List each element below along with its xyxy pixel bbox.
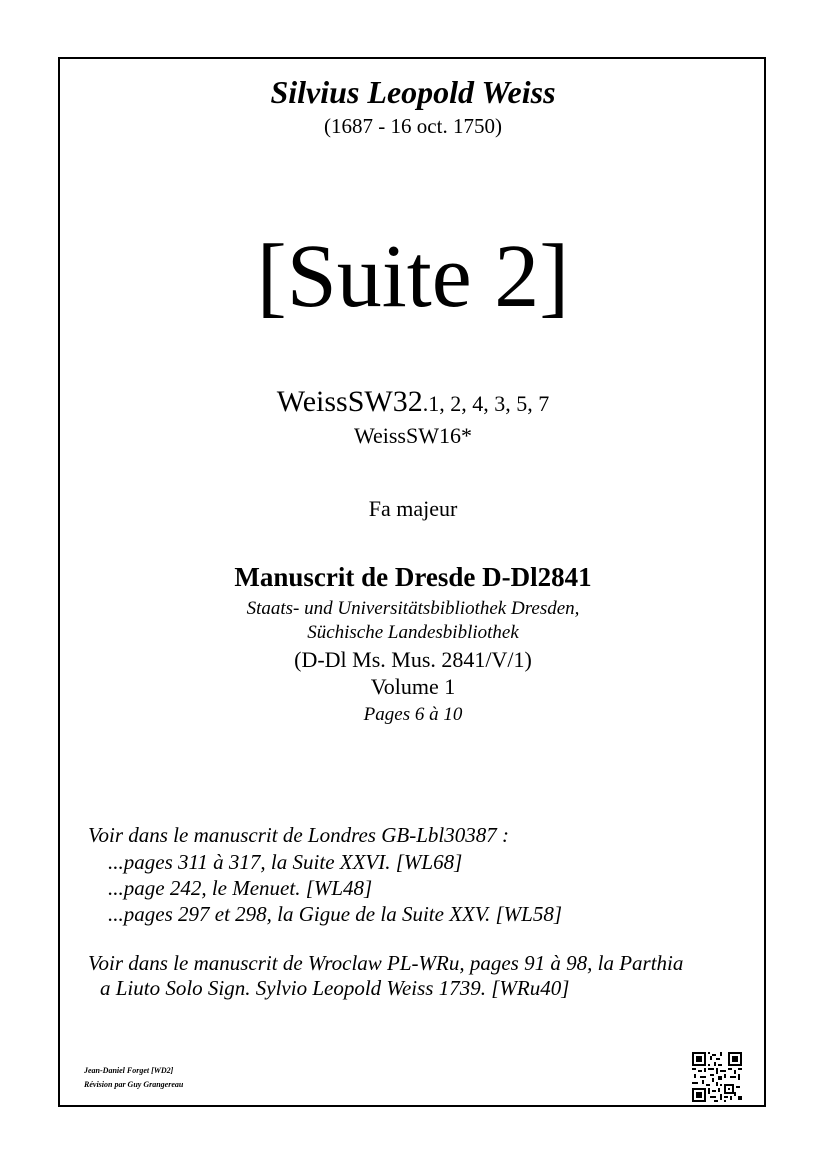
credit-editor: Jean-Daniel Forget [WD2] (84, 1066, 174, 1075)
catalogue-primary (0, 385, 826, 419)
wroclaw-note-line2: a Liuto Solo Sign. Sylvio Leopold Weiss 1739. [WRu40] (100, 976, 570, 1000)
catalogue-number: WeissSW32 (276, 385, 423, 418)
catalogue-secondary: WeissSW16* (353, 423, 472, 448)
manuscript-library-line2: Süchische Landesbibliothek (307, 622, 519, 643)
london-note-intro: Voir dans le manuscrit de Londres GB-Lbl30387 : (88, 823, 509, 847)
manuscript-shelfmark: (D-Dl Ms. Mus. 2841/V/1) (294, 647, 532, 672)
manuscript-library-line1: Staats- und Universitätsbibliothek Dresden, (246, 598, 580, 619)
london-note-item: ...pages 311 à 317, la Suite XXVI. [WL68] (108, 850, 463, 874)
london-note-item: ...page 242, le Menuet. [WL48] (108, 876, 373, 900)
qr-code-icon (692, 1052, 742, 1102)
wroclaw-note-line1: Voir dans le manuscrit de Wroclaw PL-WRu, pages 91 à 98, la Parthia (88, 951, 684, 975)
manuscript-title: Manuscrit de Dresde D-Dl2841 (234, 562, 592, 592)
manuscript-volume: Volume 1 (370, 674, 456, 699)
composer-name: Silvius Leopold Weiss (270, 74, 556, 110)
credit-revision: Révision par Guy Grangereau (84, 1080, 184, 1089)
manuscript-pages: Pages 6 à 10 (363, 704, 463, 725)
page-title: [Suite 2] (256, 227, 570, 326)
composer-dates: (1687 - 16 oct. 1750) (324, 114, 502, 138)
london-note-item: ...pages 297 et 298, la Gigue de la Suite XXV. [WL58] (108, 902, 562, 926)
catalogue-movements: .1, 2, 4, 3, 5, 7 (422, 391, 550, 416)
key-signature: Fa majeur (368, 496, 458, 521)
